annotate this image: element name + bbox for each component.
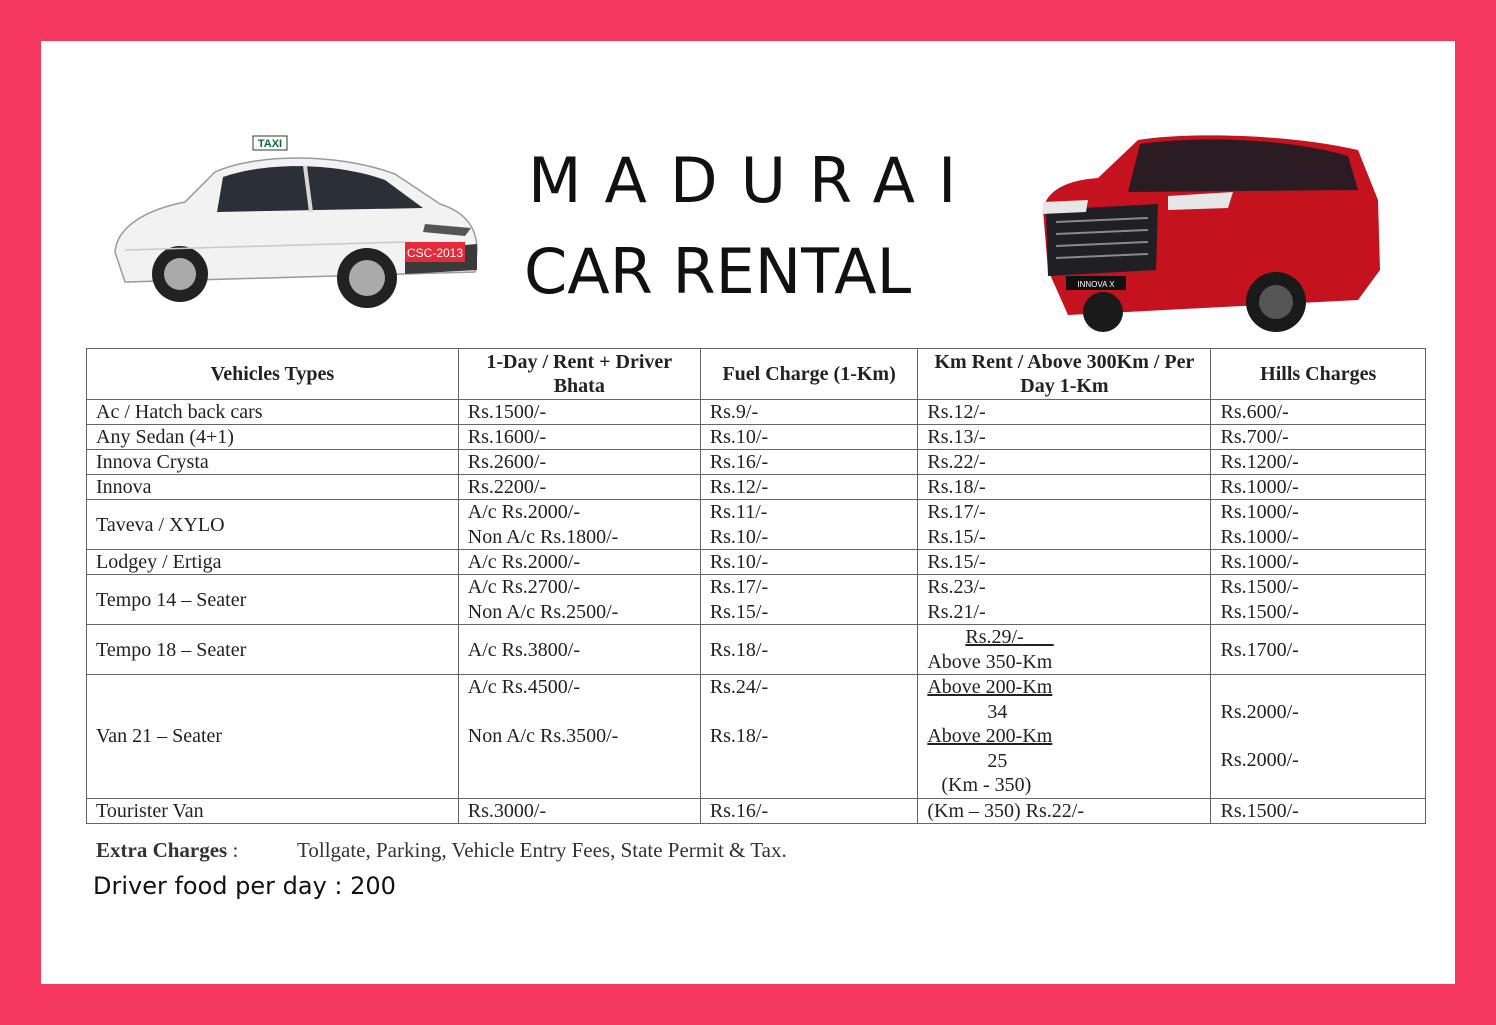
cell-km: (Km – 350) Rs.22/- <box>918 798 1211 823</box>
cell-km: Rs.22/- <box>918 450 1211 475</box>
cell-line: A/c Rs.4500/- <box>467 676 580 698</box>
cell-type: Ac / Hatch back cars <box>87 400 459 425</box>
cell-rent <box>458 575 700 625</box>
cell-line: Rs.1000/- <box>1220 525 1299 548</box>
cell-line: 34 <box>987 700 1008 723</box>
cell-line: Rs.10/- <box>709 525 769 548</box>
cell-hills: Rs.1000/- <box>1211 475 1426 500</box>
table-row <box>87 500 1426 550</box>
table-row <box>87 575 1426 625</box>
cell-hills: Rs.1000/- <box>1211 550 1426 575</box>
taxi-plate-text: CSC-2013 <box>406 246 464 260</box>
cell-rent <box>458 675 700 799</box>
table-row <box>87 425 1426 450</box>
table-row <box>87 675 1426 799</box>
title-line-2: CAR RENTAL <box>524 235 912 308</box>
cell-line: A/c Rs.2000/- <box>467 501 580 523</box>
cell-line: Non A/c Rs.1800/- <box>467 525 619 548</box>
table-row <box>87 400 1426 425</box>
underlined-value: Above 200-Km <box>927 676 1053 698</box>
header-vehicle-types: Vehicles Types <box>87 349 459 400</box>
cell-hills <box>1211 675 1426 799</box>
cell-line: Above 350-Km <box>927 650 1053 673</box>
cell-rent <box>458 500 700 550</box>
cell-fuel: Rs.16/- <box>700 798 918 823</box>
rates-table <box>86 348 1426 824</box>
cell-line: Non A/c Rs.3500/- <box>467 724 619 747</box>
cell-line: Rs.2000/- <box>1220 700 1299 723</box>
cell-line: Rs.21/- <box>927 600 986 623</box>
cell-line <box>927 724 1201 749</box>
cell-km: Rs.18/- <box>918 475 1211 500</box>
cell-fuel: Rs.12/- <box>700 475 918 500</box>
cell-type: Taveva / XYLO <box>87 500 459 550</box>
cell-km <box>918 500 1211 550</box>
cell-line: Rs.23/- <box>927 576 986 598</box>
suv-badge-text: INNOVA X <box>1077 280 1115 289</box>
cell-rent: Rs.2600/- <box>458 450 700 475</box>
cell-line: Rs.15/- <box>927 525 986 548</box>
cell-line <box>927 625 1201 650</box>
cell-km: Rs.13/- <box>918 425 1211 450</box>
table-row <box>87 798 1426 823</box>
header-day-rent: 1-Day / Rent + Driver Bhata <box>458 349 700 400</box>
taxi-sign-text: TAXI <box>257 138 283 150</box>
cell-rent: Rs.1500/- <box>458 400 700 425</box>
cell-type: Innova <box>87 475 459 500</box>
underlined-value: Above 200-Km <box>927 725 1053 747</box>
cell-type: Tempo 14 – Seater <box>87 575 459 625</box>
cell-fuel: Rs.16/- <box>700 450 918 475</box>
cell-fuel: Rs.10/- <box>700 550 918 575</box>
cell-type: Lodgey / Ertiga <box>87 550 459 575</box>
cell-line: Rs.1000/- <box>1220 501 1299 523</box>
cell-line: Rs.2000/- <box>1220 749 1299 772</box>
cell-km <box>918 625 1211 675</box>
cell-rent: Rs.3000/- <box>458 798 700 823</box>
extra-charges-separator: : <box>232 838 239 862</box>
white-sedan-taxi-icon <box>105 132 485 312</box>
cell-line: Rs.18/- <box>709 724 769 747</box>
cell-hills <box>1211 500 1426 550</box>
cell-rent: Rs.1600/- <box>458 425 700 450</box>
underlined-value: Rs.29/- <box>965 626 1024 648</box>
cell-fuel <box>700 500 918 550</box>
cell-rent: Rs.2200/- <box>458 475 700 500</box>
header-hills-charges: Hills Charges <box>1211 349 1426 400</box>
header-km-rent: Km Rent / Above 300Km / Per Day 1-Km <box>918 349 1211 400</box>
cell-km: Rs.15/- <box>918 550 1211 575</box>
cell-rent: A/c Rs.2000/- <box>458 550 700 575</box>
cell-line: A/c Rs.2700/- <box>467 576 580 598</box>
cell-line: Rs.17/- <box>927 501 986 523</box>
extra-charges-label: Extra Charges <box>96 838 228 862</box>
cell-hills: Rs.1200/- <box>1211 450 1426 475</box>
table-row <box>87 550 1426 575</box>
cell-type: Innova Crysta <box>87 450 459 475</box>
cell-line: Rs.24/- <box>709 676 769 698</box>
cell-hills: Rs.700/- <box>1211 425 1426 450</box>
red-suv-icon <box>1028 130 1388 335</box>
table-header-row <box>87 349 1426 400</box>
cell-type: Van 21 – Seater <box>87 675 459 799</box>
cell-line: (Km - 350) <box>941 774 1032 796</box>
extra-charges-value: Tollgate, Parking, Vehicle Entry Fees, State Permit & Tax. <box>297 838 787 862</box>
cell-line: 25 <box>987 749 1008 772</box>
cell-type: Any Sedan (4+1) <box>87 425 459 450</box>
cell-type: Tourister Van <box>87 798 459 823</box>
cell-line: Non A/c Rs.2500/- <box>467 600 619 623</box>
title-line-1: MADURAI <box>528 144 980 217</box>
cell-line <box>927 675 1201 700</box>
cell-rent: A/c Rs.3800/- <box>458 625 700 675</box>
cell-type: Tempo 18 – Seater <box>87 625 459 675</box>
cell-km: Rs.12/- <box>918 400 1211 425</box>
cell-km <box>918 675 1211 799</box>
cell-line: Rs.15/- <box>709 600 769 623</box>
driver-food-note: Driver food per day : 200 <box>93 872 396 900</box>
table-row <box>87 450 1426 475</box>
table-row <box>87 625 1426 675</box>
cell-line: Rs.17/- <box>709 576 769 598</box>
cell-line: Rs.1500/- <box>1220 600 1299 623</box>
cell-line: Rs.11/- <box>709 501 768 523</box>
table-row <box>87 475 1426 500</box>
header-fuel-charge: Fuel Charge (1-Km) <box>700 349 918 400</box>
cell-fuel: Rs.10/- <box>700 425 918 450</box>
cell-hills: Rs.1500/- <box>1211 798 1426 823</box>
cell-fuel: Rs.18/- <box>700 625 918 675</box>
cell-fuel <box>700 675 918 799</box>
cell-km <box>918 575 1211 625</box>
cell-hills <box>1211 575 1426 625</box>
cell-hills: Rs.1700/- <box>1211 625 1426 675</box>
cell-hills: Rs.600/- <box>1211 400 1426 425</box>
extra-charges <box>96 838 787 863</box>
cell-fuel <box>700 575 918 625</box>
cell-fuel: Rs.9/- <box>700 400 918 425</box>
cell-line: Rs.1500/- <box>1220 576 1299 598</box>
